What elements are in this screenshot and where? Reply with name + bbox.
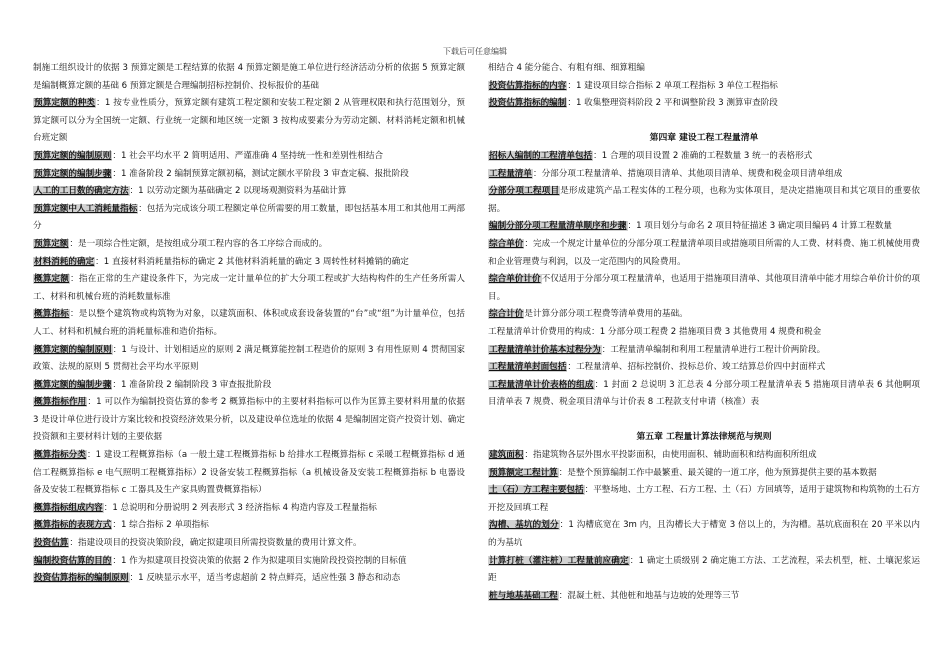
paragraph-text: ：1 综合指标 2 单项指标	[112, 520, 209, 531]
paragraph	[33, 271, 465, 306]
key-term: 概算指标组成内容	[34, 502, 103, 513]
paragraph-text: 是形成建筑产品工程实体的工程分项，也称为实体项目，是决定措施项目和其它项目的重要依据。	[488, 186, 920, 214]
key-term: 工程量清单封面包括	[489, 362, 567, 373]
key-term: 工程量清单计价表格的组成	[489, 379, 594, 390]
paragraph	[33, 201, 465, 236]
paragraph	[488, 148, 920, 166]
paragraph	[33, 342, 465, 377]
key-term: 工程量清单	[489, 168, 532, 179]
paragraph	[33, 306, 465, 341]
key-term: 概算定额	[34, 274, 70, 285]
key-term: 工程量清单计价基本过程分为	[489, 344, 601, 355]
key-term: 概算指标	[34, 309, 70, 320]
paragraph-text: 制施工组织设计的依据 3 预算定额是工程结算的依据 4 预算定额是施工单位进行经济活动分析的依据 5 预算定额是编制概算定额的基础 6 预算定额是合理编制招标控制价、投标报价的基础	[33, 63, 465, 91]
key-term: 预算定额的种类	[34, 98, 96, 109]
key-term: 概算定额的编制原则	[34, 344, 112, 355]
key-term: 概算指标作用	[34, 397, 87, 408]
paragraph	[33, 377, 465, 395]
key-term: 分部分项工程项目	[489, 186, 560, 197]
paragraph-text: ：1 合理的项目设置 2 准确的工程数量 3 统一的表格形式	[593, 150, 813, 161]
paragraph	[33, 148, 465, 166]
key-term: 土（石）方工程主要包括	[489, 485, 584, 496]
paragraph	[33, 183, 465, 201]
paragraph	[488, 553, 920, 588]
key-term: 概算指标分类	[34, 450, 86, 461]
key-term: 桩与地基基础工程	[489, 590, 558, 601]
paragraph	[33, 535, 465, 553]
key-term: 预算定额的编制原则	[34, 150, 112, 161]
paragraph-text: ：1 建设项目综合指标 2 单项工程指标 3 单位工程指标	[567, 80, 778, 91]
paragraph	[488, 95, 920, 113]
paragraph-text: ：混凝土桩、其他桩和地基与边坡的处理等三节	[558, 590, 740, 601]
paragraph-text: ：1 作为拟建项目投资决策的依据 2 作为拟建项目实施阶段投资控制的目标值	[112, 555, 407, 566]
spacer	[488, 113, 920, 131]
paragraph-text: ：1 准备阶段 2 编制预算定额初稿，测试定额水平阶段 3 审查定稿、报批阶段	[112, 168, 409, 179]
key-term: 综合单价计价	[489, 274, 541, 285]
key-term: 建筑面积	[489, 450, 524, 461]
paragraph	[488, 359, 920, 377]
key-term: 综合计价	[489, 309, 524, 320]
key-term: 预算额定工程计算	[489, 467, 558, 478]
paragraph-text: ：1 总说明和分册说明 2 列表形式 3 经济指标 4 构造内容及工程量指标	[103, 502, 377, 513]
paragraph	[488, 166, 920, 184]
key-term: 综合单价	[489, 238, 524, 249]
spacer	[488, 412, 920, 430]
paragraph-text: ：包括为完成该分项工程额定单位所需要的用工数量，即包括基本用工和其他用工两部分	[33, 203, 465, 232]
paragraph-text: ：1 直接材料消耗量指标的确定 2 其他材料消耗量的确定 3 周转性材料摊销的确定	[95, 256, 409, 267]
page-header: 下载后可任意编辑	[443, 47, 507, 56]
key-term: 编制投资估算的目的	[34, 555, 112, 566]
key-term: 招标人编制的工程清单包括	[489, 150, 593, 161]
paragraph-text: ：工程量清单编制和利用工程量清单进行工程计价两阶段。	[601, 344, 826, 355]
key-term: 预算定额中人工消耗量指标	[34, 203, 138, 214]
paragraph	[488, 78, 920, 96]
paragraph	[488, 517, 920, 552]
right-column	[488, 60, 920, 605]
paragraph-text: ：1 反映显示水平，适当考虑超前 2 特点鲜亮，适应性强 3 静态和动态	[129, 573, 401, 584]
left-column	[33, 60, 465, 588]
paragraph	[33, 500, 465, 518]
paragraph-text: ：指建设项目的投资决策阶段，确定拟建项目所需投资数量的费用计算文件。	[69, 538, 362, 549]
paragraph	[33, 166, 465, 184]
paragraph	[33, 95, 465, 148]
paragraph-text: ：是一项综合性定额，是按组成分项工程内容的各工序综合而成的。	[69, 238, 328, 249]
key-term: 概算定额的编制步骤	[34, 379, 112, 390]
paragraph	[33, 254, 465, 272]
paragraph-text: ：1 确定土质级别 2 确定施工方法、工艺流程，采去机型，桩、土壤泥浆运距	[488, 555, 920, 584]
paragraph-text: ：分部分项工程量清单、措施项目清单、其他项目清单、规费和税金项目清单组成	[532, 168, 843, 179]
paragraph-text: ：指建筑物各层外围水平投影面积，由使用面积、辅助面积和结构面积所组成	[524, 450, 817, 461]
paragraph-text: 工程量清单计价费用的构成：1 分部分项工程费 2 措施项目费 3 其他费用 4 规费和税金	[488, 326, 822, 337]
paragraph	[488, 271, 920, 306]
key-term: 投资估算指标的编制	[489, 98, 567, 109]
paragraph	[488, 465, 920, 483]
paragraph	[488, 218, 920, 236]
paragraph-text: ：1 准备阶段 2 编制阶段 3 审查报批阶段	[112, 379, 272, 390]
key-term: 预算定额	[34, 238, 69, 249]
paragraph-text: 不仅适用于分部分项工程量清单，也适用于措施项目清单、其他项目清单中能才用综合单价计价的项目。	[488, 274, 920, 302]
key-term: 预算定额的编制步骤	[34, 168, 112, 179]
paragraph	[33, 570, 465, 588]
paragraph	[488, 342, 920, 360]
paragraph	[33, 553, 465, 571]
paragraph-text: ：1 可以作为编制投资估算的参考 2 概算指标中的主要材料指标可以作为匡算主要材料用量的依据 3 是设计单位进行设计方案比较和投资经济效果分析，以及建设单位选址的依据 4 是编制固定资产投资计划、确定投资额和主要材料计划的主要依据	[33, 397, 465, 443]
paragraph	[33, 517, 465, 535]
paragraph-text: ：1 封面 2 总说明 3 汇总表 4 分部分项工程量清单表 5 措施项目清单表 6 其他啊项目清单表 7 规费、税金项目清单与计价表 8 工程款支付申请（核准）表	[488, 379, 920, 408]
paragraph-text: ：1 与设计、计划相适应的原则 2 满足概算能控制工程造价的原则 3 有用性原则 4 贯彻国家政策、法规的原则 5 贯彻社会平均水平原则	[33, 344, 465, 373]
paragraph-text: ：1 收集整理资料阶段 2 平和调整阶段 3 测算审查阶段	[567, 98, 778, 109]
paragraph	[488, 482, 920, 517]
chapter-heading: 第五章 工程量计算法律规范与规则	[636, 432, 772, 443]
key-term: 概算指标的表现方式	[34, 520, 112, 531]
key-term: 沟槽、基坑的划分	[489, 520, 559, 531]
key-term: 投资估算	[34, 538, 69, 549]
paragraph-text: ：1 沟槽底宽在 3m 内，且沟槽长大于槽宽 3 倍以上的，为沟槽。基坑底面积在 20 平米以内的为基坑	[488, 520, 920, 549]
key-term: 投资估算指标的内容	[489, 80, 567, 91]
paragraph	[33, 394, 465, 447]
paragraph-text: ：完成一个规定计量单位的分部分项工程量清单项目或措施项目所需的人工费、材料费、施工机械使用费和企业管理费与利润，以及一定范围内的风险费用。	[488, 238, 920, 267]
paragraph-text: ：1 社会平均水平 2 简明适用、严谨准确 4 坚持统一性和差别性相结合	[112, 150, 384, 161]
key-term: 编制分部分项工程量清单顺序和步骤	[489, 221, 627, 232]
paragraph	[488, 588, 920, 606]
paragraph	[488, 447, 920, 465]
key-term: 投资估算指标的编制原则	[34, 573, 129, 584]
paragraph-text: ：1 按专业性质分，预算定额有建筑工程定额和安装工程定额 2 从管理权限和执行范围划分，预算定额可以分为全国统一定额、行业统一定额和地区统一定额 3 按构成要素分为劳动定额、材料消耗定额和机械台班定额	[33, 98, 465, 144]
paragraph	[488, 60, 920, 78]
paragraph	[488, 306, 920, 324]
chapter-heading: 第四章 建设工程工程量清单	[649, 133, 759, 144]
key-term: 材料消耗的确定	[34, 256, 95, 267]
paragraph	[488, 183, 920, 218]
paragraph-text: ：平整场地、土方工程、石方工程、土（石）方回填等，适用于建筑物和构筑物的土石方开挖及回填工程	[488, 485, 920, 513]
paragraph-text: ：1 建设工程概算指标（a 一般土建工程概算指标 b 给排水工程概算指标 c 采暖工程概算指标 d 通信工程概算指标 e 电气照明工程概算指标）2 设备安装工程概算指标（a 机械设备及安装工程概算指标 b 电器设备及安装工程概算指标 c 工器具及生产家具购置费概算指标）	[33, 450, 465, 496]
paragraph	[33, 60, 465, 95]
paragraph-text: ：工程量清单、招标控制价、投标总价、竣工结算总价四中封面样式	[567, 362, 826, 373]
paragraph	[488, 236, 920, 271]
paragraph	[33, 447, 465, 500]
paragraph-text: ：1 以劳动定额为基础确定 2 以现场观测资料为基础计算	[129, 186, 347, 197]
paragraph	[488, 377, 920, 412]
paragraph-text: 相结合 4 能分能合、有粗有细、细算粗编	[488, 63, 646, 73]
key-term: 人工的工日数的确定方法	[34, 186, 129, 197]
paragraph-text: 是计算分部分项工程费等清单费用的基础。	[524, 309, 688, 320]
paragraph-text: ：是整个预算编制工作中最繁重、最关键的一道工序，他为预算提供主要的基本数据	[558, 467, 877, 478]
paragraph	[33, 236, 465, 254]
paragraph-text: ：1 项目划分与命名 2 项目特征描述 3 确定项目编码 4 计算工程数量	[627, 221, 892, 232]
paragraph-text: ：是以整个建筑物或构筑物为对象，以建筑面积、体积或成套设备装置的“台”或“组”为计量单位，包括人工、材料和机械台班的消耗量标准和造价指标。	[33, 309, 465, 337]
key-term: 计算打桩（灌注桩）工程量前应确定	[489, 555, 629, 566]
paragraph-text: ：指在正常的生产建设条件下，为完成一定计量单位的扩大分项工程或扩大结构构件的生产任务所需人工、材料和机械台班的消耗数量标准	[33, 274, 465, 302]
paragraph	[488, 324, 920, 342]
